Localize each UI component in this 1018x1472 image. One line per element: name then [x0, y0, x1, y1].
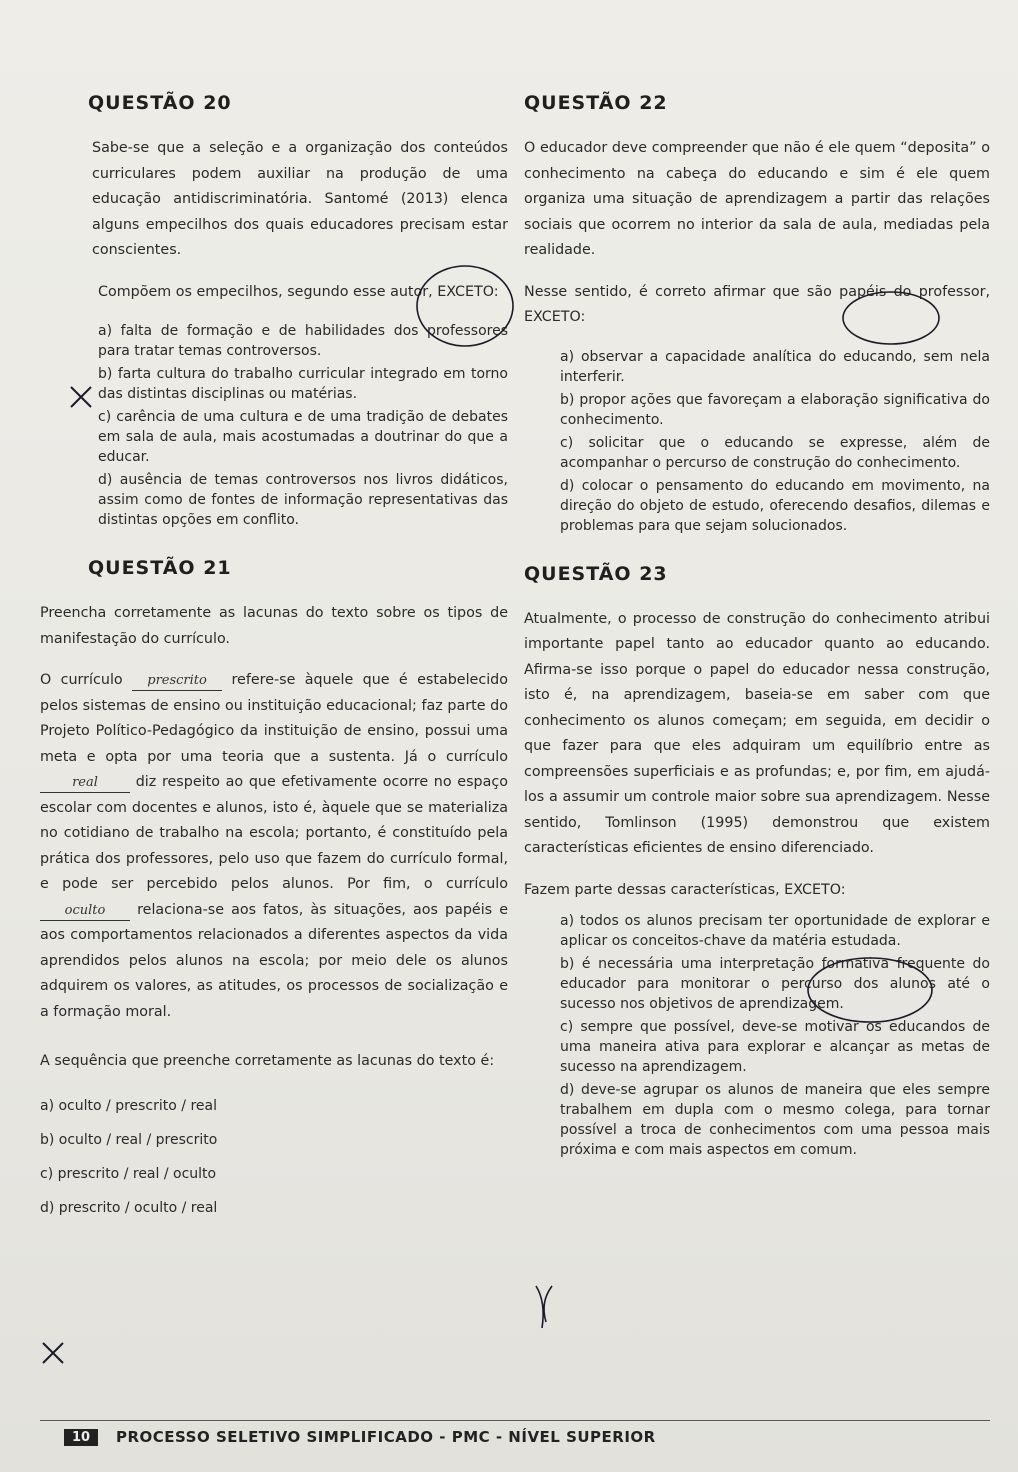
- pen-circle-exceto-q20-icon: [410, 262, 520, 352]
- question-23-option-c[interactable]: c) sempre que possível, deve-se motivar os educandos de uma maneira ativa para explorar e alcançar as metas de sucesso na aprendizagem.: [560, 1019, 990, 1075]
- question-22-prompt: Nesse sentido, é correto afirmar que são papéis do professor, EXCETO:: [524, 283, 990, 325]
- question-22-option-c[interactable]: c) solicitar que o educando se expresse, além de acompanhar o percurso de construção do conhecimento.: [560, 434, 990, 471]
- question-21-prompt: A sequência que preenche corretamente as lacunas do texto é:: [40, 1053, 495, 1069]
- question-21-option-b[interactable]: b) oculto / real / prescrito: [40, 1131, 218, 1148]
- question-23-title: QUESTÃO 23: [524, 562, 668, 585]
- question-20-option-b[interactable]: b) farta cultura do trabalho curricular integrado em torno das distintas disciplinas ou matérias.: [98, 366, 508, 402]
- question-20-title: QUESTÃO 20: [88, 92, 232, 114]
- question-20-prompt: Compõem os empecilhos, segundo esse autor, EXCETO:: [98, 283, 499, 300]
- question-21-option-a[interactable]: a) oculto / prescrito / real: [40, 1097, 217, 1114]
- pen-cross-mark-q21-icon: [40, 1340, 66, 1366]
- question-21-text: [40, 668, 508, 1025]
- question-23-option-d[interactable]: d) deve-se agrupar os alunos de maneira que eles sempre trabalhem em dupla com o mesmo colega, para tornar possível a troca de conhecimentos com uma pessoa mais próxima e com mais aspectos em comum.: [560, 1082, 990, 1158]
- question-22-option-b[interactable]: b) propor ações que favoreçam a elaboração significativa do conhecimento.: [560, 391, 990, 428]
- question-20-option-a[interactable]: a) falta de formação e de habilidades dos professores para tratar temas controversos.: [98, 323, 508, 359]
- pen-slash-mark-q23-icon: [532, 1282, 556, 1332]
- question-22-option-d[interactable]: d) colocar o pensamento do educando em movimento, na direção do objeto de estudo, oferecendo desafios, dilemas e problemas para que sejam solucionados.: [560, 477, 990, 534]
- question-21-stem: Preencha corretamente as lacunas do texto sobre os tipos de manifestação do currículo.: [40, 605, 508, 647]
- question-23-stem: Atualmente, o processo de construção do conhecimento atribui importante papel tanto ao educador quanto ao educando. Afirma-se isso porque o papel do educador nessa construção, isto é, na aprendizagem, baseia-se em saber com que conhecimento os alunos começam; em seguida, em decidir o que fazer para que eles adquiram um equilíbrio entre as compreensões superficiais e as profundas; e, por fim, em ajudá-los a assumir um controle maior sobre sua aprendizagem. Nesse sentido, Tomlinson (1995) demonstrou que existem características eficientes de ensino diferenciado.: [524, 610, 990, 856]
- question-23-prompt: Fazem parte dessas características, EXCETO:: [524, 881, 846, 898]
- question-22-stem: O educador deve compreender que não é ele quem “deposita” o conhecimento na cabeça do educando e sim é ele quem organiza uma situação de aprendizagem a partir das relações sociais que ocorrem no interior da sala de aula, mediadas pela realidade.: [524, 140, 990, 258]
- page-number: 10: [64, 1429, 98, 1446]
- pen-circle-exceto-q23-icon: [800, 950, 940, 1030]
- question-23-option-b[interactable]: b) é necessária uma interpretação formativa frequente do educador para monitorar o percurso dos alunos até o sucesso nos objetivos de aprendizagem.: [560, 956, 990, 1012]
- q21-text-part-2: refere-se àquele que é estabelecido pelos sistemas de ensino ou instituição educacional; faz parte do Projeto Político-Pedagógico da instituição de ensino, possui uma meta e opta por uma teoria que a sustenta. Já o currículo: [40, 672, 509, 765]
- question-22-title: QUESTÃO 22: [524, 92, 668, 114]
- q21-text-part-1: O currículo: [40, 672, 123, 688]
- q21-text-part-4: relaciona-se aos fatos, às situações, aos papéis e aos comportamentos relacionados a diferentes aspectos da vida aprendidos pelos alunos na escola; por meio dele os alunos adquirem os valores, as atitudes, os processos de socialização e a formação moral.: [40, 901, 508, 1020]
- question-22-option-a[interactable]: a) observar a capacidade analítica do educando, sem nela interferir.: [560, 348, 990, 385]
- question-21-title: QUESTÃO 21: [88, 557, 232, 579]
- pen-circle-sem-q22-icon: [836, 288, 946, 348]
- question-20-stem: Sabe-se que a seleção e a organização dos conteúdos curriculares podem auxiliar na produção de uma educação antidiscriminatória. Santomé (2013) elenca alguns empecilhos dos quais educadores precisam estar conscientes.: [92, 140, 508, 258]
- question-21-option-c[interactable]: c) prescrito / real / oculto: [40, 1165, 217, 1182]
- question-20-option-d[interactable]: d) ausência de temas controversos nos livros didáticos, assim como de fontes de informação representativas das distintas opções em conflito.: [98, 472, 508, 528]
- question-23-option-a[interactable]: a) todos os alunos precisam ter oportunidade de explorar e aplicar os conceitos-chave da matéria estudada.: [560, 913, 990, 949]
- q21-blank-2: real: [40, 774, 130, 793]
- page-footer: [40, 1420, 990, 1445]
- question-21-option-d[interactable]: d) prescrito / oculto / real: [40, 1199, 218, 1216]
- question-20-option-c[interactable]: c) carência de uma cultura e de uma tradição de debates em sala de aula, mais acostumadas a doutrinar do que a educar.: [98, 409, 508, 465]
- pen-cross-mark-q20-icon: [68, 384, 94, 410]
- q21-blank-1: prescrito: [132, 672, 222, 691]
- q21-text-part-3: diz respeito ao que efetivamente ocorre no espaço escolar com docentes e alunos, isto é, àquele que se materializa no cotidiano de trabalho na escola; portanto, é constituído pela prática dos professores, pelo uso que fazem do currículo formal, e pode ser percebido pelos alunos. Por fim, o currículo: [40, 774, 508, 892]
- q21-blank-3: oculto: [40, 902, 130, 921]
- footer-title: PROCESSO SELETIVO SIMPLIFICADO - PMC - NÍVEL SUPERIOR: [116, 1428, 656, 1446]
